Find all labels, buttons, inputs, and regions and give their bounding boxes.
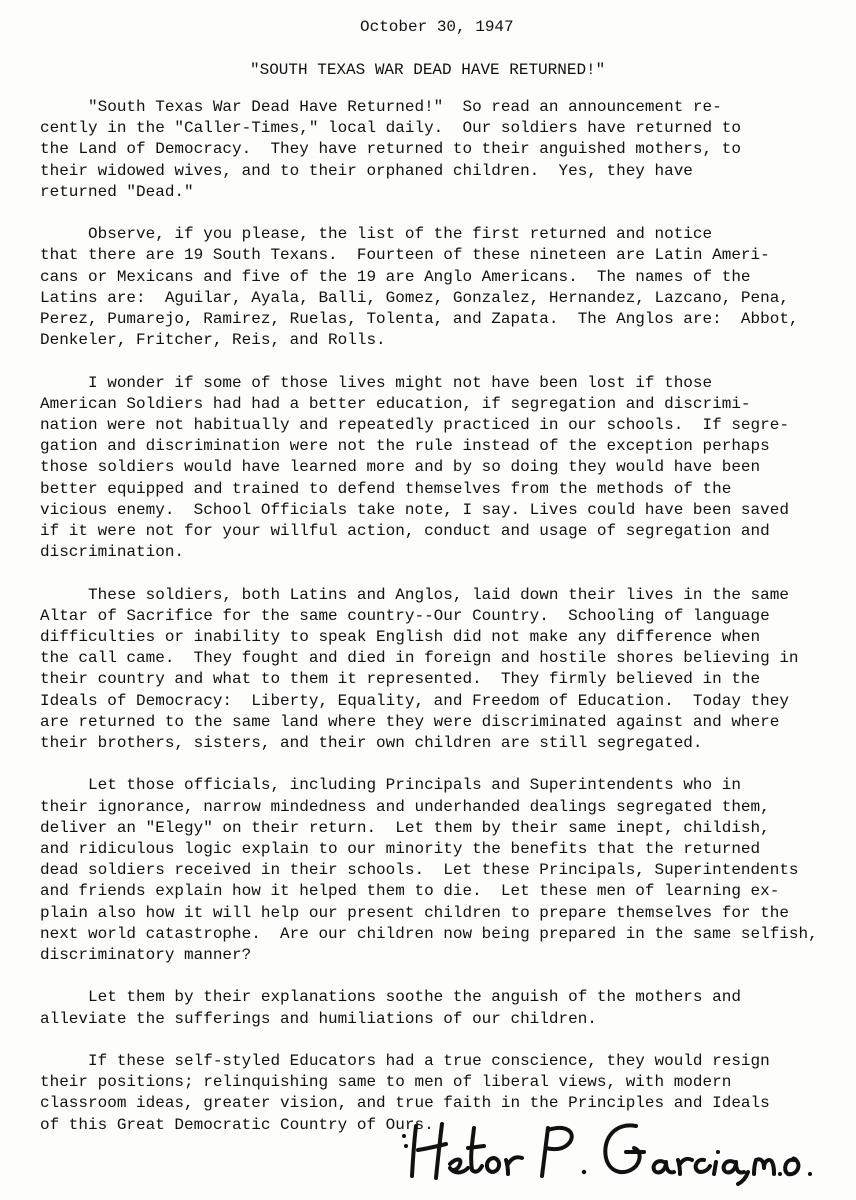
text-line: vicious enemy. School Officials take note, I say. Lives could have been saved: [40, 500, 789, 519]
text-line: nation were not habitually and repeatedly practiced in our schools. If segre-: [40, 416, 789, 435]
text-line: the call came. They fought and died in foreign and hostile shores believing in: [40, 649, 799, 668]
paragraph-6: [40, 987, 840, 1029]
handwritten-signature: [398, 1108, 818, 1188]
text-line: if it were not for your willful action, conduct and usage of segregation and: [40, 522, 770, 541]
text-line: their brothers, sisters, and their own children are still segregated.: [40, 734, 703, 753]
text-line: that there are 19 South Texans. Fourteen of these nineteen are Latin Ameri-: [40, 246, 770, 265]
text-line: are returned to the same land where they were discriminated against and where: [40, 712, 780, 731]
paragraph-4: [40, 585, 840, 755]
text-line: their country and what to them it represented. They firmly believed in the: [40, 670, 761, 689]
text-line: Let those officials, including Principals and Superintendents who in: [40, 776, 741, 795]
text-line: Ideals of Democracy: Liberty, Equality, and Freedom of Education. Today they: [40, 691, 789, 710]
text-line: plain also how it will help our present children to prepare themselves for the: [40, 903, 789, 922]
paragraph-2: [40, 224, 840, 351]
text-line: their widowed wives, and to their orphaned children. Yes, they have: [40, 161, 693, 180]
text-line: and friends explain how it helped them to die. Let these men of learning ex-: [40, 882, 780, 901]
text-line: their positions; relinquishing same to men of liberal views, with modern: [40, 1073, 732, 1092]
text-line: Perez, Pumarejo, Ramirez, Ruelas, Tolenta, and Zapata. The Anglos are: Abbot,: [40, 310, 799, 329]
text-line: of this Great Democratic Country of Ours.: [40, 1115, 434, 1134]
text-line: returned "Dead.": [40, 182, 194, 201]
text-line: difficulties or inability to speak English did not make any difference when: [40, 628, 761, 647]
text-line: cans or Mexicans and five of the 19 are Anglo Americans. The names of the: [40, 267, 751, 286]
text-line: deliver an "Elegy" on their return. Let them by their same inept, childish,: [40, 818, 770, 837]
text-line: Latins are: Aguilar, Ayala, Balli, Gomez, Gonzalez, Hernandez, Lazcano, Pena,: [40, 288, 789, 307]
text-line: the Land of Democracy. They have returned to their anguished mothers, to: [40, 140, 741, 159]
text-line: Observe, if you please, the list of the first returned and notice: [40, 225, 713, 244]
text-line: discrimination.: [40, 543, 185, 562]
text-line: their ignorance, narrow mindedness and underhanded dealings segregated them,: [40, 797, 770, 816]
text-line: Denkeler, Fritcher, Reis, and Rolls.: [40, 331, 386, 350]
text-line: American Soldiers had had a better education, if segregation and discrimi-: [40, 394, 751, 413]
text-line: cently in the "Caller-Times," local daily. Our soldiers have returned to: [40, 119, 741, 138]
text-line: "South Texas War Dead Have Returned!" So read an announcement re-: [40, 98, 722, 116]
paragraph-5: [40, 775, 840, 966]
text-line: classroom ideas, greater vision, and true faith in the Principles and Ideals: [40, 1094, 770, 1113]
paragraph-3: [40, 373, 840, 564]
text-line: and ridiculous logic explain to our minority the benefits that the returned: [40, 840, 761, 859]
text-line: If these self-styled Educators had a true conscience, they would resign: [40, 1052, 770, 1071]
text-line: These soldiers, both Latins and Anglos, laid down their lives in the same: [40, 585, 789, 604]
text-line: better equipped and trained to defend themselves from the methods of the: [40, 479, 732, 498]
text-line: next world catastrophe. Are our children now being prepared in the same selfish,: [40, 924, 818, 943]
text-line: I wonder if some of those lives might not have been lost if those: [40, 373, 713, 392]
text-line: dead soldiers received in their schools. Let these Principals, Superintendents: [40, 861, 799, 880]
letter-body: [40, 97, 840, 1157]
text-line: Let them by their explanations soothe the anguish of the mothers and: [40, 988, 741, 1007]
text-line: alleviate the sufferings and humiliations of our children.: [40, 1009, 597, 1028]
letter-date: October 30, 1947: [360, 18, 514, 36]
text-line: those soldiers would have learned more and by so doing they would have been: [40, 458, 761, 477]
text-line: discriminatory manner?: [40, 946, 252, 965]
text-line: Altar of Sacrifice for the same country--Our Country. Schooling of language: [40, 606, 770, 625]
letter-title: "SOUTH TEXAS WAR DEAD HAVE RETURNED!": [250, 61, 606, 79]
text-line: gation and discrimination were not the rule instead of the exception perhaps: [40, 437, 770, 456]
paragraph-1: [40, 97, 840, 203]
